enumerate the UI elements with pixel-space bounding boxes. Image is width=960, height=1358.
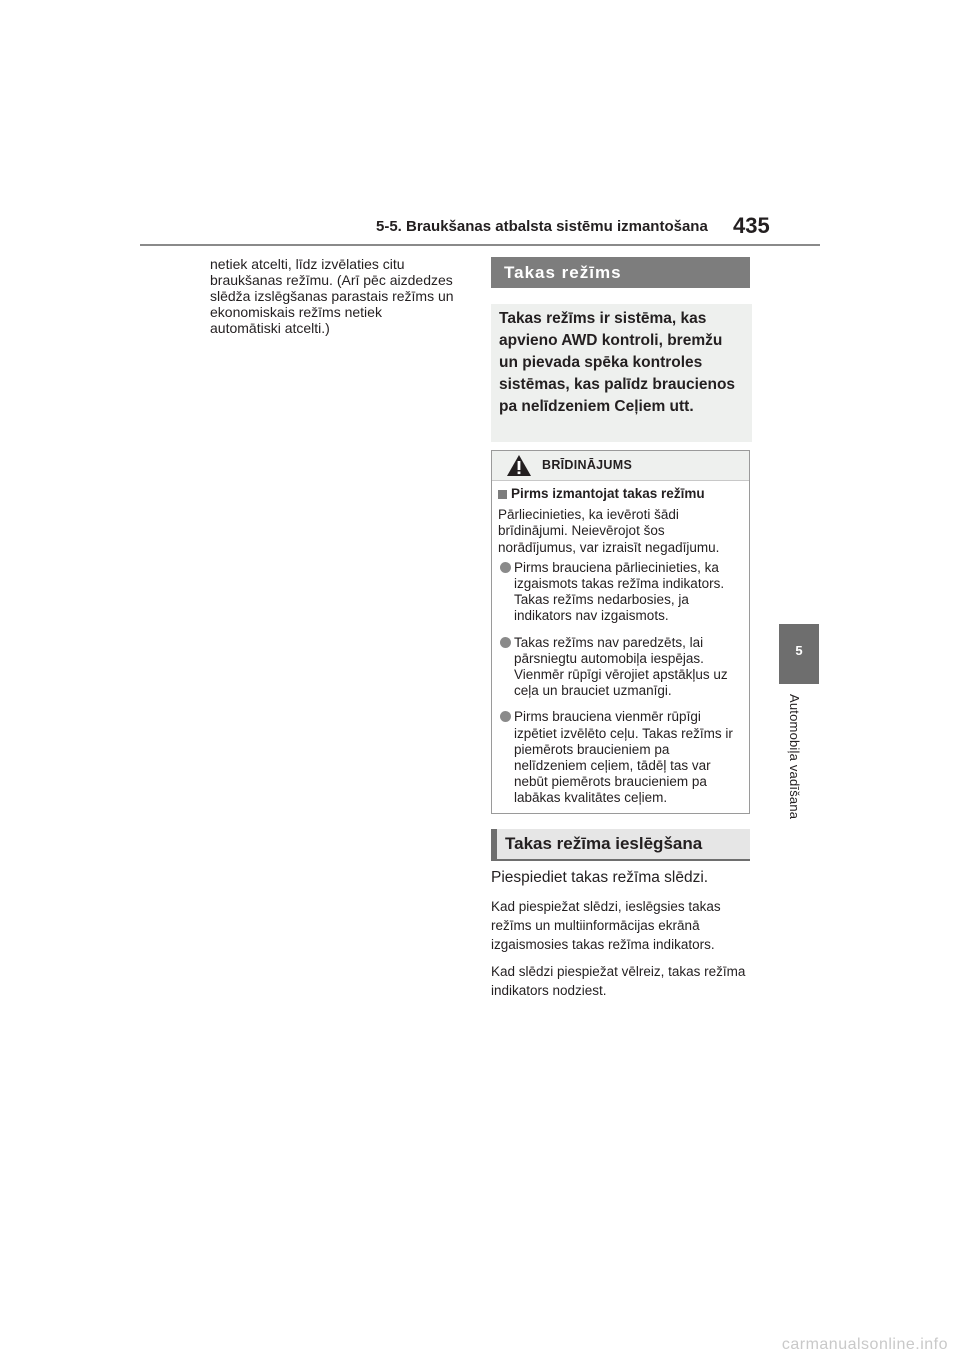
square-bullet-icon <box>498 490 507 499</box>
warning-subheading <box>498 486 743 502</box>
section-heading-activation: Takas režīma ieslēgšana <box>491 829 750 861</box>
warning-bullet-text: Pirms brauciena pārliecinieties, ka izgaismots takas režīma indikators. Takas režīms nedarbosies, ja indikators nav izgaismots. <box>514 559 725 624</box>
page-number: 435 <box>733 213 770 238</box>
body-paragraph: Kad slēdzi piespiežat vēlreiz, takas režīma indikators nodziest. <box>491 964 746 998</box>
watermark <box>0 1336 960 1354</box>
round-bullet-icon <box>500 637 511 648</box>
watermark-text: carmanualsonline.info <box>781 1336 948 1353</box>
chapter-tab <box>779 624 819 684</box>
warning-bullet <box>498 709 743 806</box>
warning-bullet <box>498 560 743 625</box>
continued-paragraph: netiek atcelti, līdz izvēlaties citu braukšanas režīmu. (Arī pēc aizdedzes slēdža izslēgšanas parastais režīms un ekonomiskais režīms netiek automātiski atcelti.) <box>210 256 454 336</box>
warning-triangle-icon <box>506 454 532 477</box>
section-heading-trail-mode: Takas režīms <box>491 257 750 288</box>
warning-body <box>492 481 749 807</box>
warning-paragraph: Pārliecinieties, ka ievēroti šādi brīdinājumi. Neievērojot šos norādījumus, var izraisīt negadījumu. <box>498 507 720 555</box>
body-paragraph: Kad piespiežat slēdzi, ieslēgsies takas režīms un multiinformācijas ekrānā izgaismosies takas režīma indikators. <box>491 899 721 952</box>
running-header-section-title: 5-5. Braukšanas atbalsta sistēmu izmantošana <box>376 218 708 235</box>
warning-bullet-text: Pirms brauciena vienmēr rūpīgi izpētiet izvēlēto ceļu. Takas režīms ir piemērots braucieniem pa nelīdzeniem ceļiem, tādēļ tas var nebūt piemērots braucieniem pa labākas kvalitātes ceļiem. <box>514 709 733 806</box>
round-bullet-icon <box>500 711 511 722</box>
warning-bullet <box>498 635 743 700</box>
warning-box <box>491 450 750 814</box>
section-intro-box: Takas režīms ir sistēma, kas apvieno AWD kontroli, bremžu un pievada spēka kontroles sistēmas, kas palīdz braucienos pa nelīdzeniem Ceļiem utt. <box>491 304 752 442</box>
chapter-tab-label: Automobiļa vadīšana <box>787 694 802 820</box>
warning-header <box>492 451 749 481</box>
round-bullet-icon <box>500 562 511 573</box>
instruction-text: Piespiediet takas režīma slēdzi. <box>491 869 709 886</box>
warning-bullet-text: Takas režīms nav paredzēts, lai pārsniegtu automobiļa iespējas. Vienmēr rūpīgi vērojiet apstākļus uz ceļa un brauciet uzmanīgi. <box>514 634 728 699</box>
warning-subheading-text: Pirms izmantojat takas režīmu <box>511 486 705 501</box>
chapter-tab-number: 5 <box>795 643 803 658</box>
header-divider <box>140 244 820 246</box>
warning-title: BRĪDINĀJUMS <box>542 458 633 472</box>
